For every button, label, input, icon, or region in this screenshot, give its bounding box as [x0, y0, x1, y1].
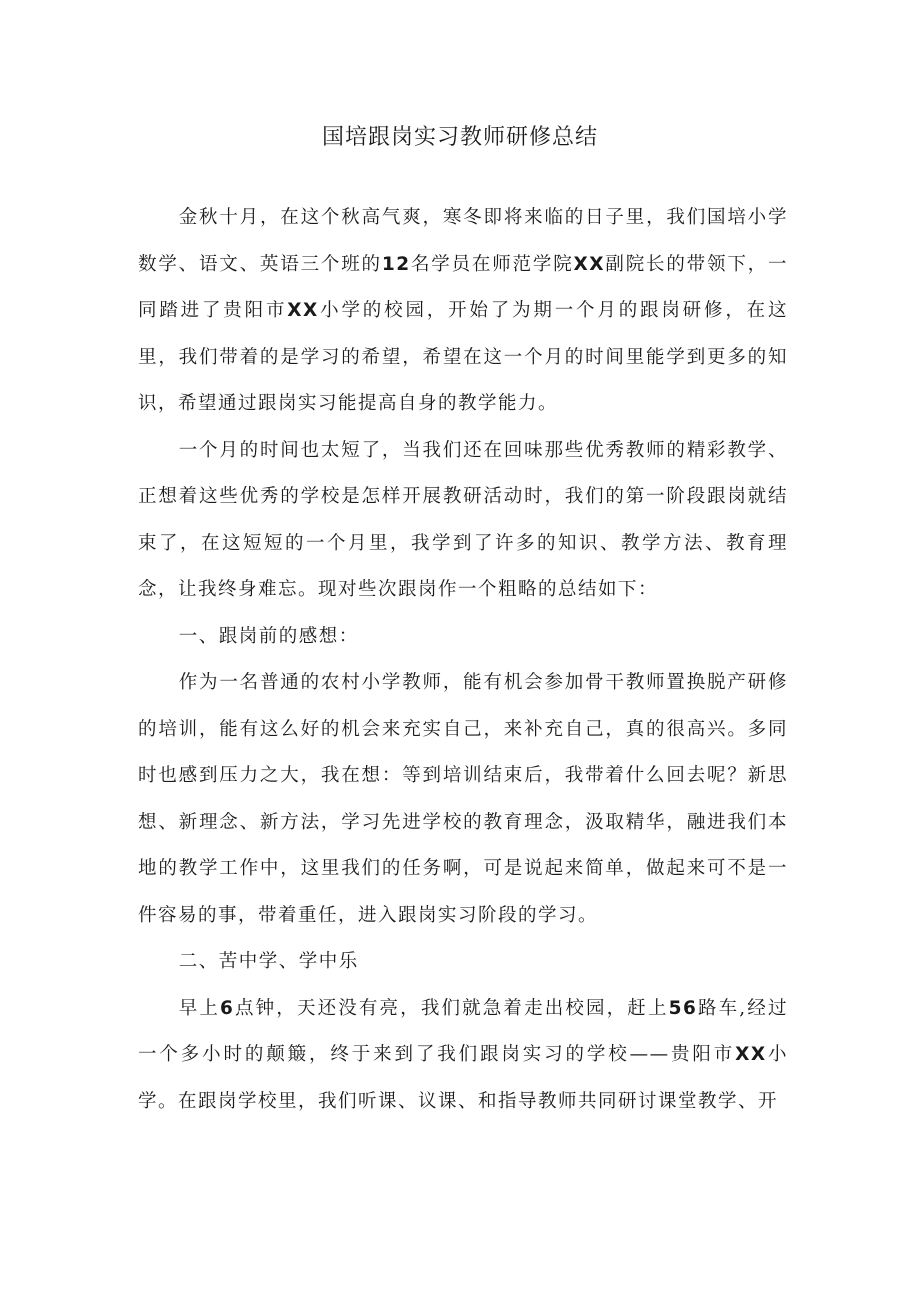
placeholder-xx: XX [573, 253, 606, 275]
document-title: 国培跟岗实习教师研修总结 [321, 125, 598, 150]
paragraph-text: 作为一名普通的农村小学教师，能有机会参加骨干教师置换脱产研修的培训，能有这么好的机会来充实自己，来补充自己，真的很高兴。多同时也感到压力之大，我在想：等到培训结束后，我带着什么回去呢？新思想、新理念、新方法，学习先进学校的教育理念，汲取精华，融进我们本地的教学工作中，这里我们的任务啊，可是说起来简单，做起来可不是一件容易的事，带着重任，进入跟岗实习阶段的学习。 [138, 672, 788, 926]
paragraph-text: 副院长的带领下，一同踏进了贵阳市 [138, 253, 788, 321]
section-heading-1 [138, 614, 788, 661]
number-12: 12 [381, 253, 411, 275]
paragraph-3 [138, 660, 788, 939]
paragraph-2 [138, 428, 788, 614]
paragraph-text: 名学员在师范学院 [410, 253, 574, 275]
paragraph-text: 点钟，天还没有亮，我们就急着走出校园，赶上 [234, 997, 669, 1019]
paragraph-1 [138, 195, 788, 428]
number-56: 56 [668, 997, 698, 1019]
paragraph-text: 路车,经过一个多小时的颠簸，终于来到了我们跟岗实习的学校——贵阳市 [138, 997, 788, 1065]
paragraph-text: 金秋十月，在这个秋高气爽，寒冬即将来临的日子里，我们国培小学数学、语文、英语三个班的 [138, 207, 788, 275]
placeholder-xx: XX [735, 1044, 767, 1065]
heading-text: 一、跟岗前的感想： [178, 625, 359, 647]
paragraph-text: 一个月的时间也太短了，当我们还在回味那些优秀教师的精彩教学、正想着这些优秀的学校是怎样开展教研活动时，我们的第一阶段跟岗就结束了，在这短短的一个月里，我学到了许多的知识、教学方法、教育理念，让我终身难忘。现对些次跟岗作一个粗略的总结如下： [138, 439, 788, 600]
section-heading-2 [138, 939, 788, 986]
paragraph-text: 小学。在跟岗学校里，我们听课、议课、和指导教师共同研讨课堂教学、开 [138, 1044, 788, 1112]
paragraph-text: 小学的校园，开始了为期一个月的跟岗研修，在这里，我们带着的是学习的希望，希望在这一个月的时间里能学到更多的知识，希望通过跟岗实习能提高自身的教学能力。 [138, 300, 788, 414]
document-body [138, 195, 788, 1125]
paragraph-text: 早上 [178, 997, 220, 1019]
heading-text: 二、苦中学、学中乐 [178, 951, 359, 972]
number-6: 6 [219, 997, 235, 1019]
placeholder-xx: XX [287, 300, 319, 321]
paragraph-4 [138, 986, 788, 1126]
